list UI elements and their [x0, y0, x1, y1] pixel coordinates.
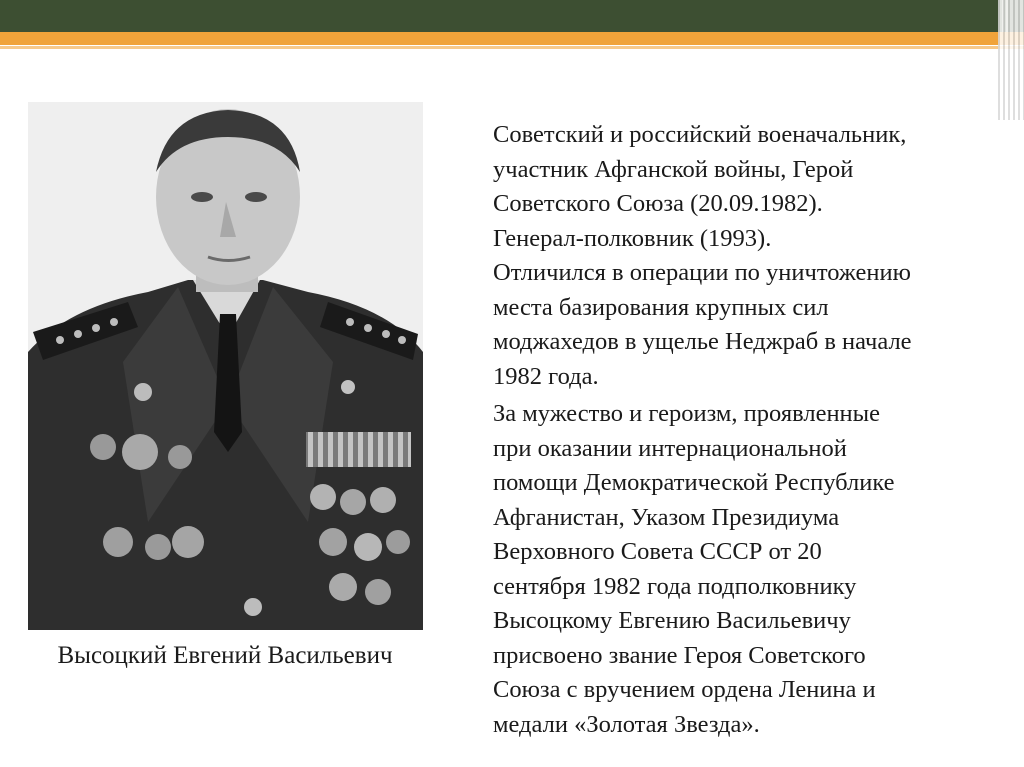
accent-line: [0, 46, 1024, 49]
biography-text: [493, 118, 993, 742]
biography-paragraph: За мужество и героизм, проявленные при оказании интернациональной помощи Демократической Республике Афганистан, Указом Президиума Верховного Совета СССР от 20 сентября 1982 года подполковнику Высоцкому Евгению Васильевичу присвоено звание Героя Советского Союза с вручением ордена Ленина и медали «Золотая Звезда».: [493, 400, 895, 738]
portrait-caption: Высоцкий Евгений Васильевич: [57, 642, 393, 669]
accent-band: [0, 32, 1024, 45]
portrait-illustration: [28, 102, 423, 630]
biography-paragraph: Советский и российский военачальник, участник Афганской войны, Герой Советского Союза (20.09.1982). Генерал-полковник (1993). Отличился в операции по уничтожению места базирования крупных сил моджахедов в ущелье Неджраб в начале 1982 года.: [493, 121, 912, 390]
header-bar: [0, 0, 1024, 32]
decorative-stripes: [998, 0, 1024, 120]
portrait-photo: [28, 102, 423, 630]
